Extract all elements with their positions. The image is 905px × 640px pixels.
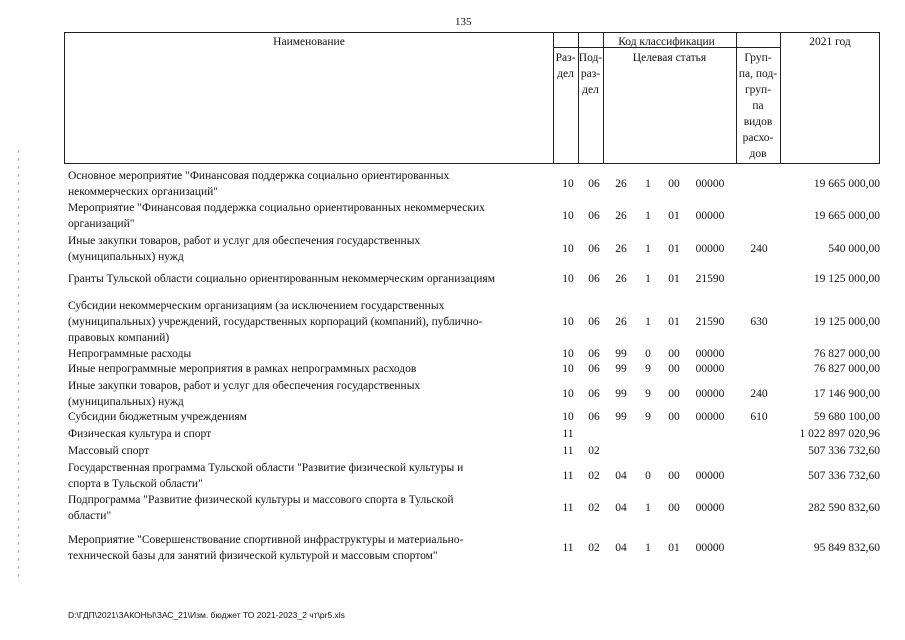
row-podrazdel: 06 [588,348,600,360]
row-amount: 19 125 000,00 [813,273,880,285]
row-expense-group: 630 [750,316,768,328]
row-target-program: 04 [615,542,627,554]
row-target-subprogram: 1 [645,316,651,328]
row-amount: 19 665 000,00 [813,210,880,222]
row-podrazdel: 06 [588,316,600,328]
page-number: 135 [455,16,472,28]
row-name: Мероприятие "Финансовая поддержка социально ориентированных некоммерческих организаций" [68,202,485,230]
row-podrazdel: 06 [588,178,600,190]
row-expense-group: 240 [750,388,768,400]
row-name: Массовый спорт [68,445,150,457]
footer-file-path: D:\ГДП\2021\ЗАКОНЫ\ЗАС_21\Изм. бюджет ТО 2021-2023_2 чт\pr5.xls [68,610,345,620]
row-podrazdel: 02 [588,502,600,514]
header-razdel: Раз- дел [555,52,576,80]
row-target-direction: 00000 [695,470,725,482]
row-target-subprogram: 0 [645,348,651,360]
row-target-event: 00 [668,411,680,423]
row-expense-group: 610 [750,411,768,423]
row-podrazdel: 02 [588,470,600,482]
row-podrazdel: 06 [588,273,600,285]
margin-dash-line [18,150,19,580]
row-target-direction: 00000 [695,542,725,554]
row-podrazdel: 06 [588,411,600,423]
row-target-program: 99 [615,388,627,400]
row-target-subprogram: 1 [645,210,651,222]
row-target-program: 04 [615,470,627,482]
row-target-subprogram: 9 [645,388,651,400]
row-name: Мероприятие "Совершенствование спортивной инфраструктуры и материально- технической базы для занятий физической культурой и массовым спортом" [68,534,464,562]
row-name: Иные закупки товаров, работ и услуг для обеспечения государственных (муниципальных) нужд [68,235,421,263]
row-target-program: 99 [615,348,627,360]
row-name: Иные закупки товаров, работ и услуг для обеспечения государственных (муниципальных) нужд [68,380,421,408]
row-target-direction: 00000 [695,243,725,255]
row-amount: 95 849 832,60 [813,542,880,554]
row-target-event: 01 [668,316,680,328]
row-amount: 19 125 000,00 [813,316,880,328]
row-target-direction: 00000 [695,178,725,190]
row-target-direction: 00000 [695,210,725,222]
row-target-program: 26 [615,210,627,222]
row-podrazdel: 02 [588,445,600,457]
row-razdel: 10 [562,178,574,190]
row-razdel: 11 [562,542,574,554]
row-podrazdel: 02 [588,542,600,554]
header-year: 2021 год [809,36,851,48]
row-amount: 1 022 897 020,96 [799,428,880,440]
row-target-program: 99 [615,363,627,375]
row-amount: 540 000,00 [828,243,880,255]
row-amount: 282 590 832,60 [808,502,880,514]
row-name: Субсидии некоммерческим организациям (за исключением государственных (муниципальных) учреждений, государственных корпораций (компаний), публично- правовых компаний) [68,300,483,344]
row-razdel: 10 [562,411,574,423]
row-name: Гранты Тульской области социально ориентированным некоммерческим организациям [68,273,495,285]
row-name: Физическая культура и спорт [68,428,212,440]
row-target-event: 01 [668,210,680,222]
row-amount: 59 680 100,00 [813,411,880,423]
row-target-subprogram: 9 [645,411,651,423]
row-razdel: 10 [562,388,574,400]
row-amount: 19 665 000,00 [813,178,880,190]
row-amount: 76 827 000,00 [813,363,880,375]
header-target: Целевая статья [632,52,707,64]
row-target-subprogram: 1 [645,502,651,514]
row-target-event: 00 [668,388,680,400]
row-target-program: 26 [615,273,627,285]
row-target-subprogram: 1 [645,178,651,190]
row-podrazdel: 06 [588,243,600,255]
row-target-event: 01 [668,542,680,554]
row-razdel: 10 [562,348,574,360]
row-target-direction: 00000 [695,411,725,423]
row-amount: 507 336 732,60 [808,470,880,482]
table-header [64,32,880,164]
row-razdel: 11 [562,428,574,440]
row-razdel: 10 [562,210,574,222]
row-razdel: 11 [562,502,574,514]
row-razdel: 11 [562,445,574,457]
row-name: Основное мероприятие "Финансовая поддержка социально ориентированных некоммерческих организаций" [68,170,450,198]
row-target-program: 99 [615,411,627,423]
row-target-direction: 00000 [695,502,725,514]
row-target-direction: 21590 [695,273,725,285]
row-target-subprogram: 1 [645,542,651,554]
row-razdel: 10 [562,316,574,328]
row-podrazdel: 06 [588,210,600,222]
row-target-event: 00 [668,363,680,375]
row-name: Субсидии бюджетным учреждениям [68,411,247,423]
row-target-subprogram: 1 [645,273,651,285]
row-name: Непрограммные расходы [68,348,192,360]
row-target-program: 26 [615,316,627,328]
row-amount: 17 146 900,00 [813,388,880,400]
row-target-event: 00 [668,348,680,360]
row-target-program: 04 [615,502,627,514]
row-target-subprogram: 1 [645,243,651,255]
row-podrazdel: 06 [588,388,600,400]
row-target-subprogram: 0 [645,470,651,482]
header-podrazdel: Под- раз- дел [578,52,603,96]
row-razdel: 10 [562,243,574,255]
row-target-event: 00 [668,502,680,514]
row-amount: 76 827 000,00 [813,348,880,360]
row-name: Подпрограмма "Развитие физической культуры и массового спорта в Тульской области" [68,494,454,522]
row-expense-group: 240 [750,243,768,255]
row-target-event: 00 [668,178,680,190]
row-amount: 507 336 732,60 [808,445,880,457]
header-group: Груп- па, под- груп- па видов расхо- дов [738,52,778,160]
row-target-event: 01 [668,243,680,255]
row-razdel: 10 [562,363,574,375]
row-target-event: 01 [668,273,680,285]
row-razdel: 10 [562,273,574,285]
row-target-event: 00 [668,470,680,482]
row-name: Государственная программа Тульской области "Развитие физической культуры и спорта в Тульской области" [68,462,464,490]
header-code-group: Код классификации [618,36,715,48]
header-name: Наименование [273,36,345,48]
row-podrazdel: 06 [588,363,600,375]
row-target-program: 26 [615,178,627,190]
row-target-direction: 00000 [695,388,725,400]
row-name: Иные непрограммные мероприятия в рамках непрограммных расходов [68,363,417,375]
row-target-direction: 00000 [695,348,725,360]
row-target-subprogram: 9 [645,363,651,375]
row-razdel: 11 [562,470,574,482]
row-target-direction: 21590 [695,316,725,328]
row-target-program: 26 [615,243,627,255]
row-target-direction: 00000 [695,363,725,375]
